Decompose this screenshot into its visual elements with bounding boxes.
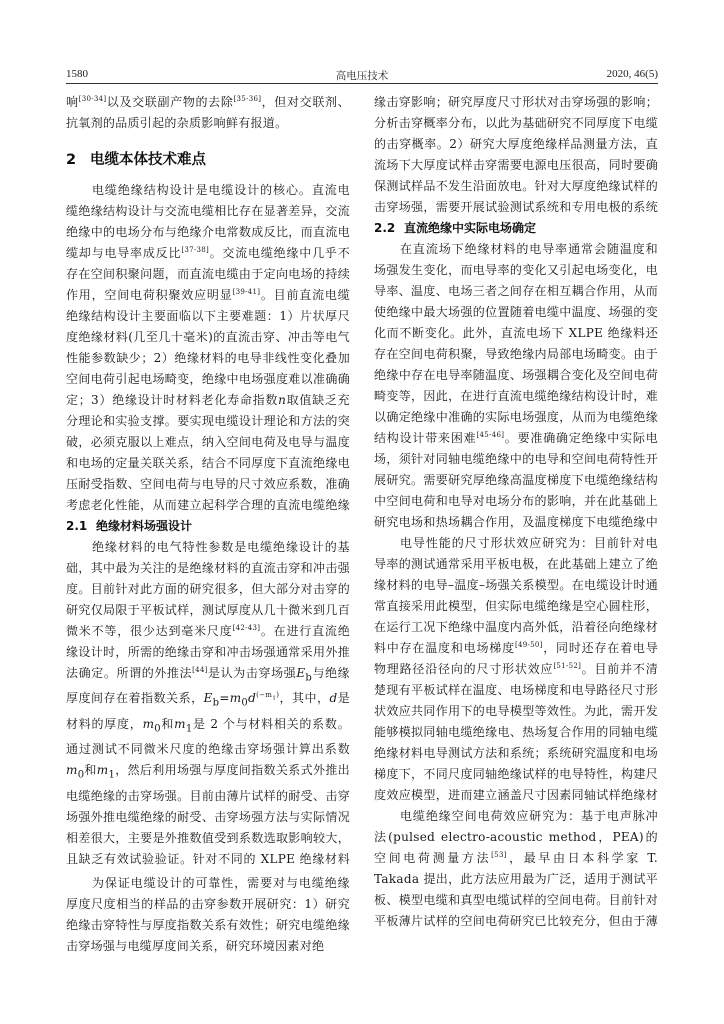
section-2-heading (66, 148, 350, 172)
journal-title: 高电压技术 (335, 70, 389, 82)
section-number: 2.2 (374, 221, 396, 235)
section-title: 绝缘材料场强设计 (96, 519, 193, 533)
section-2-1-heading (66, 516, 350, 537)
variable-n: n (278, 393, 287, 407)
citation[interactable]: [42-43] (232, 624, 261, 632)
citation[interactable]: [35-36] (233, 95, 262, 103)
paragraph-space-charge: 电缆绝缘空间电荷效应研究为：基于电声脉冲法(pulsed electro-acoustic method，PEA)的空间电荷测量方法[53]，最早由日本科学家 T. Takada 提出，此方法应用最为广泛，适用于测试平板、模型电缆和真型电缆试样的空间电荷。目前针对平板薄片试样的空间电荷研究已比较充分，但由于薄 (374, 809, 658, 928)
citation[interactable]: [37-38] (181, 246, 210, 254)
paragraph-2-2-body: 在直流场下绝缘材料的电导率通常会随温度和场强发生变化，而电导率的变化又引起电场变化，电导率、温度、电场三者之间存在相互耦合作用，从而使绝缘中最大场强的位置随着电缆中温度、场强的变化而不断变化。此外，直流电场下 XLPE 绝缘料还存在空间电荷积聚，导致绝缘内局部电场畸变。由于绝缘中存在电导率随温度、场强耦合变化及空间电荷畸变等，因此，在进行直流电缆绝缘结构设计时，难以确定绝缘中准确的实际电场强度，从而为电缆绝缘结构设计带来困难[45-46]。要准确确定绝缘中实际电场，须针对同轴电缆绝缘中的电导和空间电荷特性开展研究。需要研究厚绝缘高温度梯度下电缆绝缘结构中空间电荷和电导对电场分布的影响，并在此基础上研究电场和热场耦合作用，及温度梯度下电缆绝缘中 (374, 242, 658, 529)
paragraph-2-1-reliability: 为保证电缆设计的可靠性，需要对与电缆绝缘厚度尺度相当的样品的击穿参数开展研究：1）研究绝缘击穿特性与厚度指数关系有效性；研究电缆绝缘击穿场强与电缆厚度间关系，研究环境因素对绝 (66, 876, 350, 953)
citation[interactable]: [49-50] (514, 641, 543, 649)
volume-issue: 2020, 46(5) (606, 68, 658, 80)
section-title: 直流绝缘中实际电场确定 (404, 221, 537, 235)
citation[interactable]: [53] (491, 851, 507, 859)
header-rule (66, 83, 658, 84)
page-number: 1580 (66, 68, 88, 80)
citation[interactable]: [51-52] (553, 662, 582, 670)
citation[interactable]: [45-46] (476, 431, 505, 439)
paragraph-intro: 响[30-34]以及交联副产物的去除[35-36]，但对交联剂、抗氧剂的品质引起的杂质影响鲜有报道。 (66, 95, 350, 130)
right-column (374, 92, 658, 932)
section-number: 2 (66, 152, 77, 168)
paragraph-conductivity-size-effect: 电导性能的尺寸形状效应研究为：目前针对电导率的测试通常采用平板电极，在此基础上建立了绝缘材料的电导–温度–场强关系模型。在电缆设计时通常直接采用此模型，但实际电缆绝缘是空心圆柱形，在运行工况下绝缘中温度内高外低，沿着径向绝缘材料中存在温度和电场梯度[49-50]，同时还存在着电导物理路径沿径向的尺寸形状效应[51-52]。目前并不清楚现有平板试样在温度、电场梯度和电导路径尺寸形状效应共同作用下的电导模型等效性。为此，需开发能够模拟同轴电缆绝缘电、热场复合作用的同轴电缆绝缘材料电导测试方法和系统；系统研究温度和电场梯度下，不同尺度同轴绝缘试样的电导特性，构建尺度效应模型，进而建立涵盖尺寸因素同轴试样绝缘材 (374, 536, 658, 802)
paragraph-continued: 缘击穿影响；研究厚度尺寸形状对击穿场强的影响；分析击穿概率分布，以此为基础研究不同厚度下电缆的击穿概率。2）研究大厚度绝缘样品测量方法，直流场下大厚度试样击穿需要电源电压很高，同时要确保测试样品不发生沿面放电。针对大厚度绝缘试样的击穿场强，需要开展试验测试系统和专用电极的系统 (374, 95, 658, 214)
paragraph-2-body: 电缆绝缘结构设计是电缆设计的核心。直流电缆绝缘结构设计与交流电缆相比存在显著差异，交流绝缘中的电场分布与绝缘介电常数成反比，而直流电缆却与电导率成反比[37-38]。交流电缆绝缘中几乎不存在空间积聚问题，而直流电缆由于定向电场的持续作用，空间电荷积聚效应明显[39-41]。目前直流电缆绝缘结构设计主要面临以下主要难题：1）片状厚尺度绝缘材料(几至几十毫米)的直流击穿、冲击等电气性能参数缺少；2）绝缘材料的电导非线性变化叠加空间电荷引起电场畸变，绝缘中电场强度难以准确确定；3）绝缘设计时材料老化寿命指数n取值缺乏充分理论和实验支撑。要实现电缆设计理论和方法的突破，必须克服以上难点，纳入空间电荷及电导与温度和电场的定量关联关系，结合不同厚度下直流绝缘电压耐受指数、空间电荷与电导的尺寸效应系数，准确考虑老化性能，从而建立起科学合理的直流电缆绝缘 (66, 183, 350, 512)
paragraph-2-1-body: 绝缘材料的电气特性参数是电缆绝缘设计的基础，其中最为关注的是绝缘材料的直流击穿和冲击强度。目前针对此方面的研究很多，但大部分对击穿的研究仅局限于平板试样，测试厚度从几十微米到几百微米不等，很少达到毫米尺度[42-43]。在进行直流绝缘设计时，所需的绝缘击穿和冲击场强通常采用外推法确定。所谓的外推法[44]是认为击穿场强$E_b$与绝缘厚度间存在着指数关系，$E_b=m_0d^{(-m_1)}$，其中，d是材料的厚度，$m_0$和$m_1$是 2 个与材料相关的系数。通过测试不同微米尺度的绝缘击穿场强计算出系数$m_0$和$m_1$，然后利用场强与厚度间指数关系式外推出电缆绝缘的击穿场强。目前由薄片试样的耐受、击穿场强外推电缆绝缘的耐受、击穿场强方法与实际情况相差很大，主要是外推数值受到系数选取影响较大，且缺乏有效试验验证。针对不同的 XLPE 绝缘材料 (66, 540, 350, 866)
citation[interactable]: [30-34] (78, 95, 107, 103)
left-column (66, 92, 350, 957)
section-2-2-heading (374, 218, 658, 239)
section-title: 电缆本体技术难点 (90, 152, 206, 168)
formula: $E_b=m_0d^{(-m_1)}$ (203, 691, 280, 709)
running-header (66, 64, 658, 84)
section-number: 2.1 (66, 519, 88, 533)
citation[interactable]: [44] (192, 666, 208, 674)
citation[interactable]: [39-41] (232, 288, 261, 296)
